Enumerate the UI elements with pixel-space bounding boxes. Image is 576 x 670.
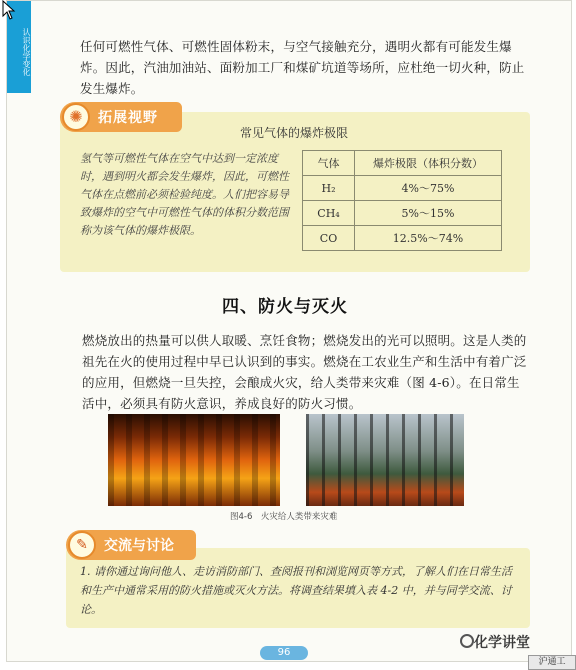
discussion-badge xyxy=(66,530,196,560)
table-cell-limit: 5%～15% xyxy=(355,201,502,226)
table-header-limit: 爆炸极限（体积分数） xyxy=(355,151,502,176)
wechat-icon xyxy=(460,634,474,648)
discussion-text: 1. 请你通过询问他人、走访消防部门、查阅报刊和浏览网页等方式，了解人们在日常生活和生产中通常采用的防火措施或灭火方法。将调查结果填入表 4-2 中，并与同学交流、讨论。 xyxy=(80,565,512,616)
table-cell-limit: 12.5%～74% xyxy=(355,226,502,251)
discussion-badge-label: 交流与讨论 xyxy=(104,538,174,554)
mouse-cursor-icon xyxy=(2,0,16,20)
chapter-side-tab: 认识化学变化 xyxy=(7,1,31,93)
table-cell-limit: 4%～75% xyxy=(355,176,502,201)
atom-icon: ✺ xyxy=(62,103,90,131)
table-cell-gas: CH₄ xyxy=(303,201,355,226)
intro-paragraph: 任何可燃性气体、可燃性固体粉末，与空气接触充分，遇明火都有可能发生爆炸。因此，汽油加油站、面粉加工厂和煤矿坑道等场所，应杜绝一切火种，防止发生爆炸。 xyxy=(80,39,525,96)
explosion-limit-table xyxy=(302,150,502,251)
table-row xyxy=(303,176,502,201)
extension-title: 常见气体的爆炸极限 xyxy=(240,126,349,140)
forest-fire-photo xyxy=(306,414,464,506)
table-header-gas: 气体 xyxy=(303,151,355,176)
table-cell-gas: CO xyxy=(303,226,355,251)
watermark-label: 化学讲堂 xyxy=(474,635,530,651)
building-fire-photo xyxy=(108,414,280,506)
table-row xyxy=(303,201,502,226)
table-header-row xyxy=(303,151,502,176)
table-cell-gas: H₂ xyxy=(303,176,355,201)
section-heading: 四、防火与灭火 xyxy=(222,297,348,317)
corner-button[interactable]: 沪通工 xyxy=(528,655,576,670)
extension-text: 氢气等可燃性气体在空气中达到一定浓度时，遇到明火都会发生爆炸，因此，可燃性气体在点燃前必须检验纯度。人们把容易导致爆炸的空气中可燃性气体的体积分数范围称为该气体的爆炸极限。 xyxy=(80,152,289,237)
extension-badge-label: 拓展视野 xyxy=(98,110,158,126)
section-paragraph: 燃烧放出的热量可以供人取暖、烹饪食物；燃烧发出的光可以照明。这是人类的祖先在火的使用过程中早已认识到的事实。燃烧在工农业生产和生活中有着广泛的应用，但燃烧一旦失控，会酿成火灾，给人类带来灾难（图 4-6）。在日常生活中，必须具有防火意识，养成良好的防火习惯。 xyxy=(82,333,527,411)
figure-caption: 图4-6 火灾给人类带来灾难 xyxy=(230,512,338,522)
table-row xyxy=(303,226,502,251)
pencil-icon: ✎ xyxy=(68,531,96,559)
page-number: 96 xyxy=(260,646,308,660)
extension-badge xyxy=(60,102,182,132)
